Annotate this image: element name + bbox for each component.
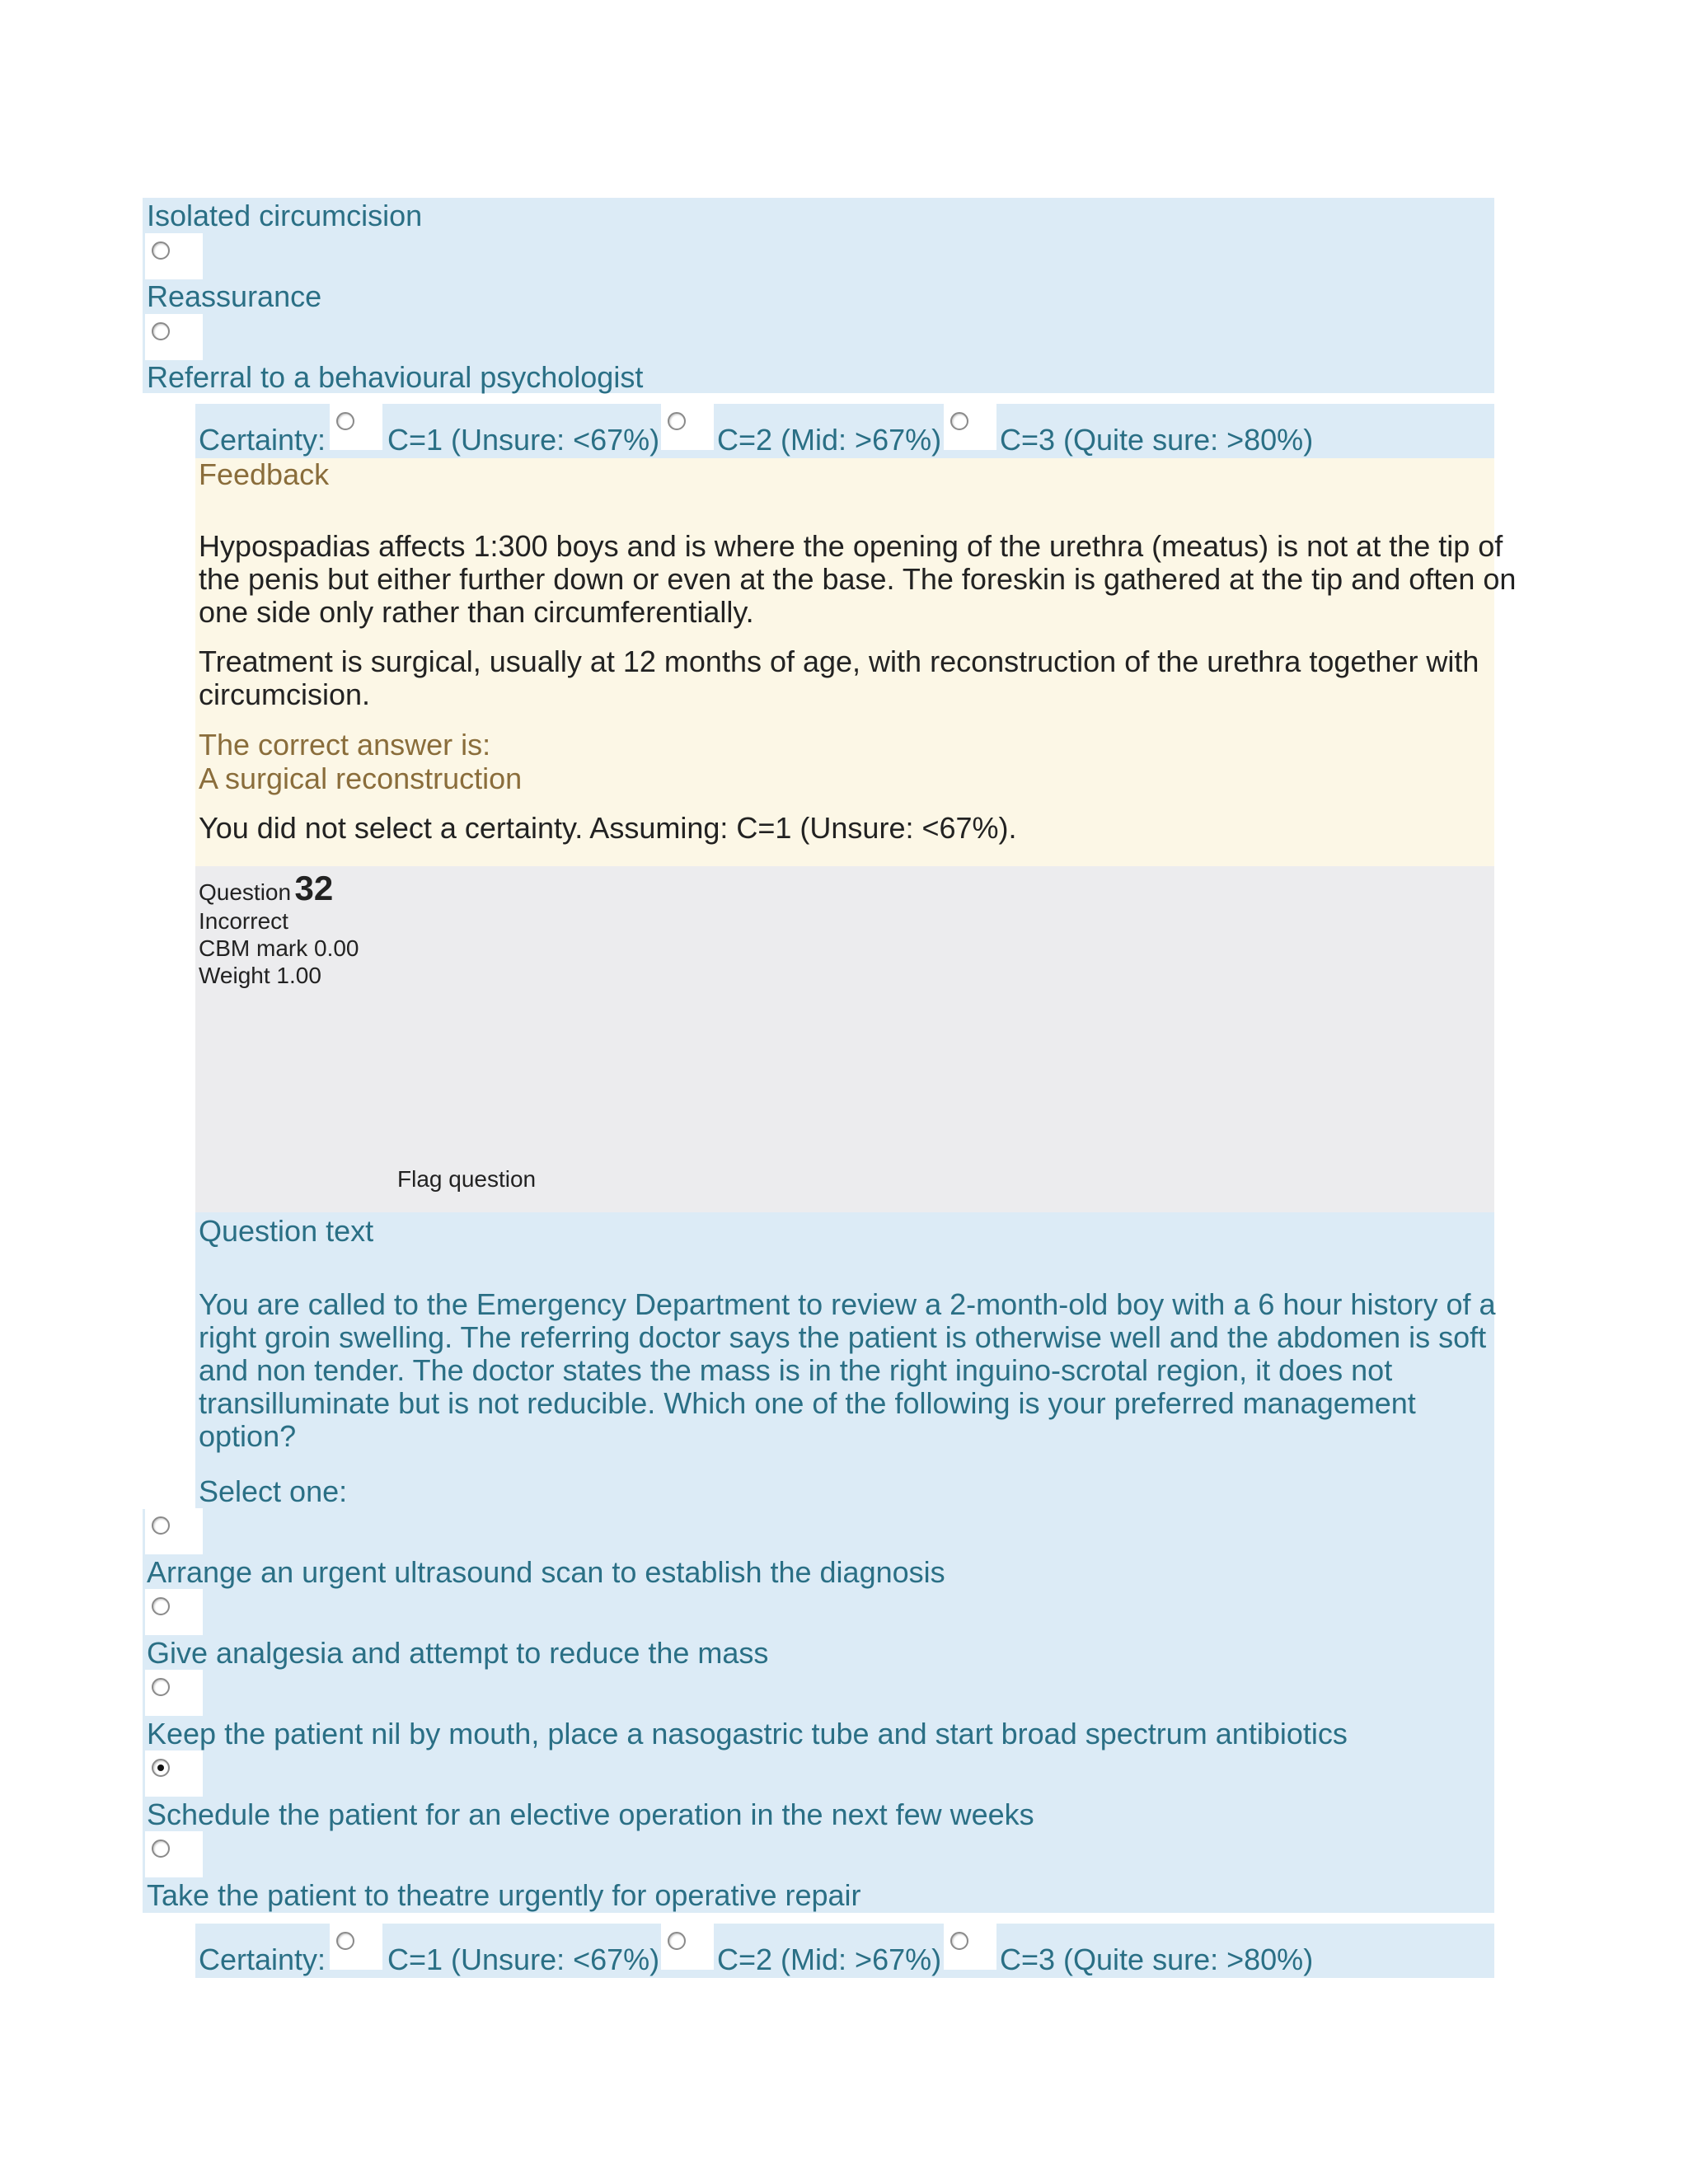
option-label-nil-by-mouth: Keep the patient nil by mouth, place a nasogastric tube and start broad spectrum antibiotics [147, 1717, 1348, 1750]
certainty-radio-c2[interactable] [668, 1932, 686, 1950]
feedback-line: one side only rather than circumferentially. [199, 595, 754, 629]
option-radio-reassurance[interactable] [152, 241, 170, 260]
option-radio-ultrasound-box [145, 1508, 203, 1554]
correct-answer-label: The correct answer is: [199, 728, 491, 762]
option-label-referral: Referral to a behavioural psychologist [147, 360, 644, 394]
option-radio-nil-by-mouth-box [145, 1670, 203, 1716]
option-radio-reassurance-box [145, 233, 203, 279]
flag-icon[interactable] [200, 1030, 395, 1195]
feedback-line: circumcision. [199, 677, 371, 711]
certainty-radio-c3-box [944, 1924, 996, 1970]
option-label-theatre: Take the patient to theatre urgently for operative repair [147, 1878, 861, 1912]
question-weight: Weight 1.00 [199, 963, 321, 988]
certainty-option-c3: C=3 (Quite sure: >80%) [1000, 423, 1314, 457]
option-radio-elective[interactable] [152, 1759, 170, 1777]
certainty-radio-c3[interactable] [950, 1932, 968, 1950]
certainty-option-c2: C=2 (Mid: >67%) [717, 1943, 942, 1976]
feedback-paragraph-2 [199, 645, 1479, 711]
question-number: 32 [294, 869, 334, 907]
question-status: Incorrect [199, 908, 288, 934]
certainty-radio-c3[interactable] [950, 412, 968, 430]
option-label-reassurance: Reassurance [147, 279, 322, 313]
certainty-radio-c2[interactable] [668, 412, 686, 430]
option-label-isolated-circumcision: Isolated circumcision [147, 199, 423, 232]
option-radio-elective-box [145, 1750, 203, 1797]
certainty-radio-c3-box [944, 404, 996, 450]
option-radio-referral-box [145, 314, 203, 360]
correct-answer-value: A surgical reconstruction [199, 762, 523, 795]
question-line: and non tender. The doctor states the mass is in the right inguino-scrotal region, it does not [199, 1353, 1393, 1387]
certainty-label: Certainty: [199, 423, 326, 457]
feedback-line: Treatment is surgical, usually at 12 months of age, with reconstruction of the urethra together with [199, 644, 1479, 678]
question-line: option? [199, 1419, 297, 1453]
certainty-option-c1: C=1 (Unsure: <67%) [387, 423, 660, 457]
option-radio-nil-by-mouth[interactable] [152, 1678, 170, 1696]
question-line: transilluminate but is not reducible. Which one of the following is your preferred management [199, 1386, 1416, 1420]
certainty-radio-c1-box [330, 1924, 382, 1970]
certainty-note: You did not select a certainty. Assuming: C=1 (Unsure: <67%). [199, 811, 1017, 845]
certainty-option-c2: C=2 (Mid: >67%) [717, 423, 942, 457]
feedback-line: the penis but either further down or even at the base. The foreskin is gathered at the tip and often on [199, 562, 1517, 596]
question-text-heading: Question text [199, 1214, 374, 1248]
certainty-radio-c1[interactable] [336, 1932, 354, 1950]
certainty-radio-c1[interactable] [336, 412, 354, 430]
certainty-label: Certainty: [199, 1943, 326, 1976]
certainty-radio-c2-box [661, 404, 714, 450]
question-text-body [199, 1288, 1496, 1453]
option-label-analgesia: Give analgesia and attempt to reduce the mass [147, 1636, 769, 1670]
option-label-ultrasound: Arrange an urgent ultrasound scan to establish the diagnosis [147, 1555, 945, 1589]
select-one-label: Select one: [199, 1474, 348, 1508]
certainty-radio-c2-box [661, 1924, 714, 1970]
certainty-radio-c1-box [330, 404, 382, 450]
question-label: Question [199, 879, 292, 905]
feedback-line: Hypospadias affects 1:300 boys and is where the opening of the urethra (meatus) is not at the tip of [199, 529, 1503, 563]
question-number-row [199, 869, 333, 908]
certainty-option-c1: C=1 (Unsure: <67%) [387, 1943, 660, 1976]
feedback-paragraph-1 [199, 530, 1516, 629]
option-radio-analgesia-box [145, 1589, 203, 1635]
question-line: You are called to the Emergency Department to review a 2-month-old boy with a 6 hour history of a [199, 1287, 1496, 1321]
option-radio-ultrasound[interactable] [152, 1516, 170, 1535]
option-label-elective: Schedule the patient for an elective operation in the next few weeks [147, 1797, 1034, 1831]
option-radio-theatre-box [145, 1831, 203, 1877]
option-radio-analgesia[interactable] [152, 1597, 170, 1615]
certainty-option-c3: C=3 (Quite sure: >80%) [1000, 1943, 1314, 1976]
option-radio-referral[interactable] [152, 322, 170, 340]
feedback-heading: Feedback [199, 457, 330, 491]
cbm-mark: CBM mark 0.00 [199, 935, 359, 961]
option-radio-theatre[interactable] [152, 1840, 170, 1858]
question-line: right groin swelling. The referring doctor says the patient is otherwise well and the abdomen is soft [199, 1320, 1487, 1354]
flag-question-link[interactable]: Flag question [397, 1166, 537, 1192]
